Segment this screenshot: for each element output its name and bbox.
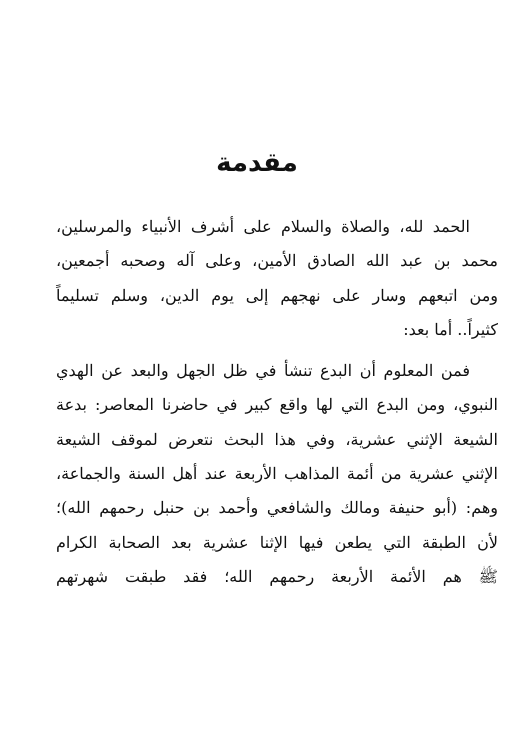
text-line: فمن المعلوم أن البدع تنشأ في ظل الجهل والبعد عن الهدي <box>56 361 470 381</box>
text-line: الإثني عشرية من أئمة المذاهب الأربعة عند أهل السنة والجماعة، <box>56 464 498 484</box>
text-line: النبوي، ومن البدع التي لها واقع كبير في حاضرنا المعاصر: بدعة <box>56 395 498 415</box>
text-line: وهم: (أبو حنيفة ومالك والشافعي وأحمد بن حنبل رحمهم الله)؛ <box>56 498 499 518</box>
text-line: ﷺ هم الأئمة الأربعة رحمهم الله؛ فقد طبقت شهرتهم <box>56 566 498 586</box>
text-line: محمد بن عبد الله الصادق الأمين، وعلى آله وصحبه أجمعين، <box>56 251 498 271</box>
page-title: مقدمة <box>216 148 298 178</box>
text-line: كثيراً.. أما بعد: <box>403 319 498 339</box>
body-text <box>56 210 498 594</box>
paragraph-gap <box>56 347 498 354</box>
text-line: ومن اتبعهم وسار على نهجهم إلى يوم الدين، وسلم تسليماً <box>56 285 498 305</box>
text-line: الشيعة الإثني عشرية، وفي هذا البحث نتعرض لموقف الشيعة <box>56 429 498 449</box>
text-line: لأن الطبقة التي يطعن فيها الإثنا عشرية بعد الصحابة الكرام <box>56 532 498 552</box>
text-line: الحمد لله، والصلاة والسلام على أشرف الأنبياء والمرسلين، <box>56 217 470 236</box>
